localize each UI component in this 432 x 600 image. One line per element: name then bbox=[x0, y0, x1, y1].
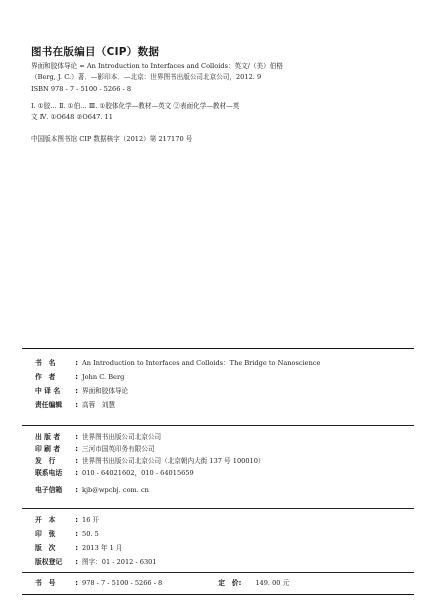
cip-line: （Berg, J. C.）著．—影印本．—北京：世界图书出版公司北京公司，2012. 9 bbox=[31, 73, 262, 82]
cip-line: 界面和胶体导论 = An Introduction to Interfaces and Colloids：英文/（美）伯格 bbox=[31, 62, 283, 70]
info-row: 开 本 : 16 开 bbox=[35, 516, 415, 525]
info-row: 电子信箱 : kjb@wpcbj. com. cn bbox=[35, 486, 415, 495]
info-key: 版权登记 bbox=[35, 558, 63, 566]
info-value: 高蓉 刘慧 bbox=[82, 401, 115, 409]
info-value: 世界图书出版公司北京公司 bbox=[82, 433, 162, 441]
info-value: 界面和胶体导论 bbox=[82, 387, 129, 395]
info-value: 16 开 bbox=[82, 516, 100, 524]
info-row: 版 次 : 2013 年 1 月 bbox=[35, 544, 415, 553]
info-key: 版 次 bbox=[35, 544, 56, 552]
info-key: 责任编辑 bbox=[35, 401, 63, 409]
info-row: 版权登记 : 图字：01 - 2012 - 6301 bbox=[35, 558, 415, 567]
info-row: 联系电话 : 010 - 64021602，010 - 64015659 bbox=[35, 469, 415, 478]
divider bbox=[22, 425, 414, 426]
info-row: 书 名 : An Introduction to Interfaces and Colloids：The Bridge to Nanoscience bbox=[35, 359, 415, 368]
info-row: 出 版 者 : 世界图书出版公司北京公司 bbox=[35, 433, 415, 442]
cip-title: 图书在版编目（CIP）数据 bbox=[31, 46, 160, 58]
info-value: kjb@wpcbj. com. cn bbox=[82, 486, 149, 494]
info-key: 书 名 bbox=[35, 359, 56, 367]
publisher-info-group bbox=[35, 433, 415, 495]
info-row: 责任编辑 : 高蓉 刘慧 bbox=[35, 401, 415, 410]
info-key: 出 版 者 bbox=[35, 433, 61, 441]
info-row: 中 译 名 : 界面和胶体导论 bbox=[35, 387, 415, 396]
price-value: 149. 00 元 bbox=[255, 579, 290, 587]
info-row: 发 行 : 世界图书出版公司北京公司（北京朝内大街 137 号 100010） bbox=[35, 457, 415, 466]
cip-check-number: 中国版本图书馆 CIP 数据核字（2012）第 217170 号 bbox=[31, 135, 193, 143]
info-value: 50. 5 bbox=[82, 530, 99, 538]
info-value: An Introduction to Interfaces and Colloids：The Bridge to Nanoscience bbox=[82, 359, 321, 367]
info-value: 2013 年 1 月 bbox=[82, 544, 123, 552]
edition-info-group bbox=[35, 516, 415, 567]
isbn-price-row bbox=[35, 579, 415, 588]
divider bbox=[22, 572, 414, 573]
price-key: 定 价 bbox=[218, 579, 239, 587]
info-row: 印 张 : 50. 5 bbox=[35, 530, 415, 539]
info-value: 世界图书出版公司北京公司（北京朝内大街 137 号 100010） bbox=[82, 457, 265, 465]
divider-bottom bbox=[22, 594, 414, 595]
cip-subjects bbox=[31, 101, 411, 124]
info-key: 开 本 bbox=[35, 516, 56, 524]
cip-record bbox=[31, 61, 411, 95]
divider-top bbox=[22, 348, 414, 349]
cip-isbn: ISBN 978 - 7 - 5100 - 5266 - 8 bbox=[31, 84, 132, 93]
info-key: 联系电话 bbox=[35, 469, 63, 477]
info-value: John C. Berg bbox=[82, 373, 125, 381]
book-info-group bbox=[35, 359, 415, 410]
cip-subject-line: 文 Ⅳ. ①O648 ②O647. 11 bbox=[31, 113, 113, 122]
isbn-key: 书 号 bbox=[35, 579, 56, 587]
info-value: 010 - 64021602，010 - 64015659 bbox=[82, 469, 194, 477]
info-key: 作 者 bbox=[35, 373, 56, 381]
info-key: 印 刷 者 bbox=[35, 445, 61, 453]
isbn-value: 978 - 7 - 5100 - 5266 - 8 bbox=[82, 579, 163, 587]
info-value: 图字：01 - 2012 - 6301 bbox=[82, 558, 157, 566]
info-key: 中 译 名 bbox=[35, 387, 61, 395]
info-row: 书 号 : 978 - 7 - 5100 - 5266 - 8 定 价: 149. 00 元 bbox=[35, 579, 290, 587]
info-key: 电子信箱 bbox=[35, 486, 63, 494]
divider bbox=[22, 508, 414, 509]
cip-subject-line: Ⅰ. ①胶… Ⅱ. ①伯… Ⅲ. ①胶体化学—教材—英文 ②表面化学—教材—英 bbox=[31, 102, 240, 110]
info-row: 作 者 : John C. Berg bbox=[35, 373, 415, 382]
info-value: 三河市国英印务有限公司 bbox=[82, 445, 155, 453]
info-key: 印 张 bbox=[35, 530, 56, 538]
info-key: 发 行 bbox=[35, 457, 56, 465]
info-row: 印 刷 者 : 三河市国英印务有限公司 bbox=[35, 445, 415, 454]
